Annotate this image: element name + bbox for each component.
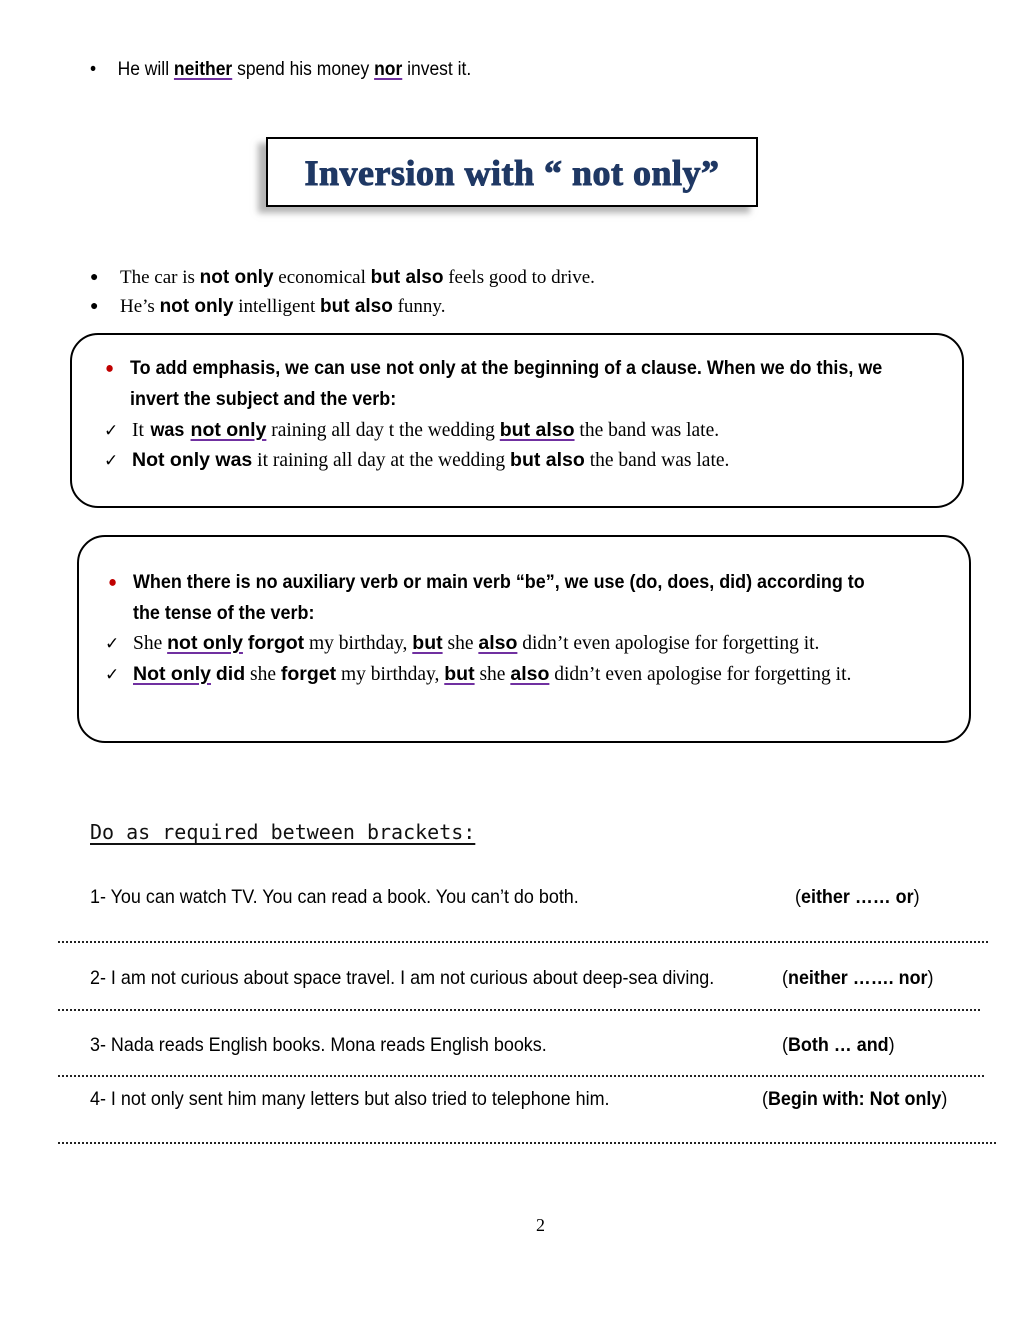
- example-inverted: ✓ Not only was it raining all day at the wedding but also the band was late.: [104, 449, 730, 471]
- example-item: ● He’s not only intelligent but also funny.: [90, 296, 446, 317]
- rule-box-inversion: [70, 333, 964, 508]
- exercise-question: 2- I am not curious about space travel. I am not curious about deep-sea diving.: [90, 967, 715, 989]
- exercise-instruction: (Begin with: Not only): [762, 1088, 948, 1110]
- example-inverted: ✓ Not only did she forget my birthday, but she also didn’t even apologise for forgetting it.: [105, 663, 852, 685]
- exercise-question: 4- I not only sent him many letters but also tried to telephone him.: [90, 1088, 610, 1110]
- example-item: ● The car is not only economical but also feels good to drive.: [90, 267, 595, 288]
- example-regular: ✓ She not only forgot my birthday, but she also didn’t even apologise for forgetting it.: [105, 632, 820, 654]
- exercise-question: 3- Nada reads English books. Mona reads English books.: [90, 1034, 547, 1056]
- answer-line[interactable]: [58, 941, 988, 943]
- answer-line[interactable]: [58, 1142, 996, 1144]
- exercise-heading: Do as required between brackets:: [90, 820, 476, 844]
- page-number: 2: [536, 1215, 545, 1235]
- example-neither-nor: • He will neither spend his money nor invest it.: [90, 59, 472, 80]
- answer-line[interactable]: [58, 1009, 980, 1011]
- rule-text: ● When there is no auxiliary verb or main verb “be”, we use (do, does, did) according to the tense of the verb:: [108, 571, 865, 624]
- section-title-box: [266, 137, 758, 207]
- exercise-instruction: (neither ……. nor): [782, 967, 934, 989]
- exercise-instruction: (either …… or): [795, 886, 920, 908]
- exercise-question: 1- You can watch TV. You can read a book. You can’t do both.: [90, 886, 579, 908]
- rule-text: ● To add emphasis, we can use not only at the beginning of a clause. When we do this, we invert the subject and the verb:: [105, 357, 883, 410]
- exercise-instruction: (Both … and): [782, 1034, 895, 1056]
- rule-box-auxiliary: [77, 535, 971, 743]
- section-title: Inversion with “ not only”: [304, 153, 720, 193]
- answer-line[interactable]: [58, 1075, 984, 1077]
- example-regular: ✓ It was not only raining all day t the wedding but also the band was late.: [104, 419, 720, 441]
